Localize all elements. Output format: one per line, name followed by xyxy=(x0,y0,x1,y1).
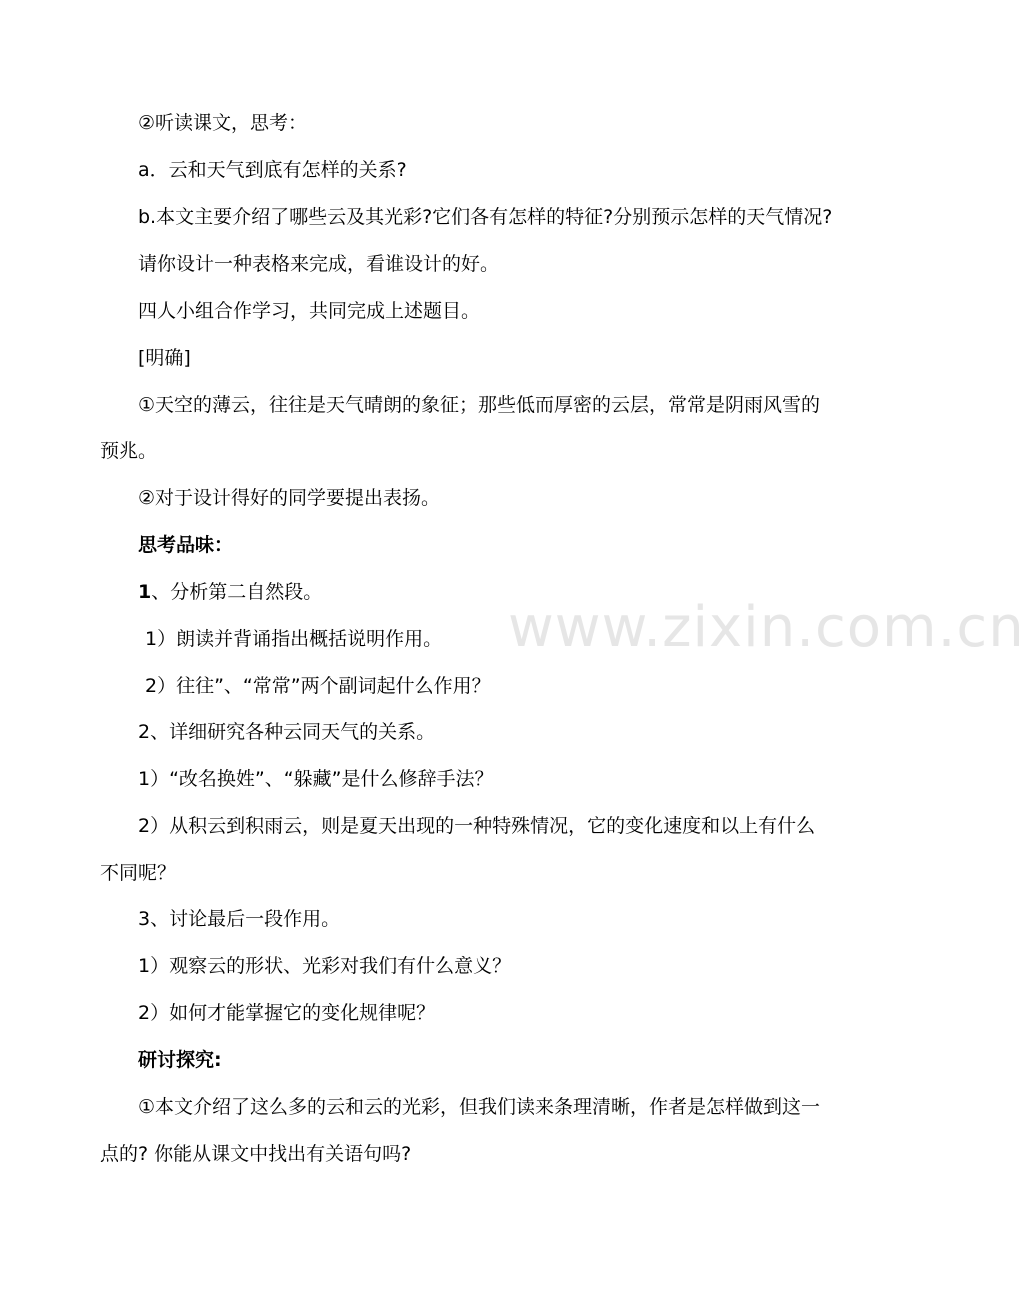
watermark: www.zixin.com.cn xyxy=(508,595,1025,660)
section-heading: 研讨探究: xyxy=(138,1049,222,1071)
text-line: [明确] xyxy=(138,347,191,369)
text-line: 2、详细研究各种云同天气的关系。 xyxy=(138,721,436,743)
text-line: 1）朗读并背诵指出概括说明作用。 xyxy=(145,628,443,650)
text-line: 1）“改名换姓”、“躲藏”是什么修辞手法？ xyxy=(138,768,494,790)
text-line: ②对于设计得好的同学要提出表扬。 xyxy=(138,487,441,509)
item-number: 1 xyxy=(138,581,152,603)
section-heading: 思考品味： xyxy=(138,534,234,556)
text-line: 2）如何才能掌握它的变化规律呢？ xyxy=(138,1002,436,1024)
text-line: 不同呢？ xyxy=(100,862,177,884)
text-line: 请你设计一种表格来完成，看谁设计的好。 xyxy=(138,253,500,275)
text-line: 四人小组合作学习，共同完成上述题目。 xyxy=(138,300,481,322)
text-line: ②听读课文，思考： xyxy=(138,112,308,134)
text-line: 3、讨论最后一段作用。 xyxy=(138,908,341,930)
text-line: 点的? 你能从课文中找出有关语句吗? xyxy=(100,1143,412,1165)
text-line: 预兆。 xyxy=(100,440,158,462)
text-line: a．云和天气到底有怎样的关系? xyxy=(138,159,407,181)
text-line: 2）往往”、“常常”两个副词起什么作用？ xyxy=(145,675,491,697)
text-line: ①本文介绍了这么多的云和云的光彩，但我们读来条理清晰，作者是怎样做到这一 xyxy=(138,1096,821,1118)
text-line: 1）观察云的形状、光彩对我们有什么意义？ xyxy=(138,955,512,977)
text-line: ①天空的薄云，往往是天气晴朗的象征；那些低而厚密的云层，常常是阴雨风雪的 xyxy=(138,394,821,416)
item-text: 、分析第二自然段。 xyxy=(151,581,323,603)
text-line: 2）从积云到积雨云，则是夏天出现的一种特殊情况，它的变化速度和以上有什么 xyxy=(138,815,816,837)
text-line: b.本文主要介绍了哪些云及其光彩?它们各有怎样的特征?分别预示怎样的天气情况? xyxy=(138,206,833,228)
text-line xyxy=(138,579,322,605)
